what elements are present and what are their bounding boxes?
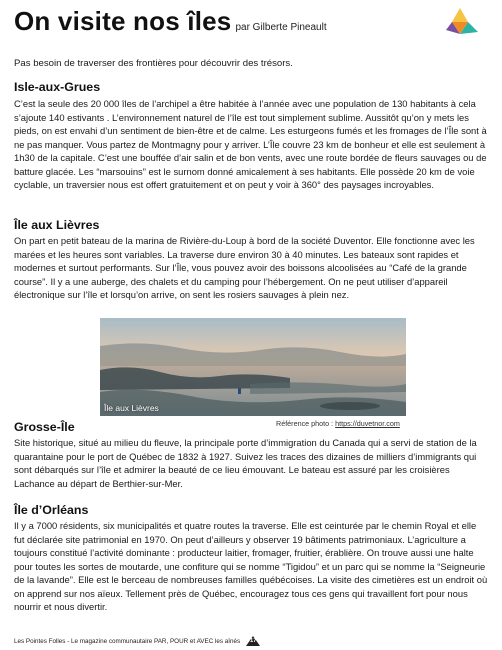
photo-credit-link[interactable]: https://duvetnor.com [335, 419, 400, 428]
section-body-grosse-ile: Site historique, situé au milieu du fleuve, la principale porte d’immigration du Canada qui a servi de station de la quarantaine pour le port de Québec de 1832 à 1927. Suivez les traces des dizaines de milliers d’immigrants qui sont débarqués sur l’île et admirer la beauté de ce lieu émouvant. Le bateau est assuré par les croisières Lachance au départ de Berthier-sur-Mer. [14, 437, 477, 489]
article-header [14, 6, 327, 37]
section-title-grosse-ile: Grosse-Île [14, 420, 75, 434]
section-body-isle-aux-grues: C’est la seule des 20 000 îles de l’archipel a être habitée à l’année avec une population de 130 habitants à cela s’ajoute 140 estivants . L’environnement naturel de l’île est tout simplement sublime. Aussitôt qu’on y mets les pieds, on est envahi d’un sentiment de bien-être et de calme. Les esturgeons fumés et les fromages de l’Île sont à ne pas manquer. Vous partez de Montmagny pour y arriver. L’Île couvre 23 km de bonheur et elle est seulement à 1h30 de la capitale. C’est une bouffée d’air salin et de bon vents, avec une route bordée de fleurs sauvages ou de batture glacée. Les “marsouins” est le surnom donné amicalement à ses habitants. Elle possède 20 km de voie cyclable, un traversier nous est offert gratuitement et on peut y voir à 360° des paysages incroyables. [14, 98, 487, 190]
page-number: 17 [249, 638, 257, 644]
magazine-logo-icon [446, 6, 480, 36]
article-intro: Pas besoin de traverser des frontières pour découvrir des trésors. [14, 58, 293, 69]
photo-credit [276, 419, 400, 428]
photo-caption: Île aux Lièvres [104, 403, 159, 413]
footer-text: Les Pointes Folles - Le magazine communautaire PAR, POUR et AVEC les aînés [14, 637, 241, 645]
section-body-ile-aux-lievres: On part en petit bateau de la marina de Rivière-du-Loup à bord de la société Duventor. Elle fonctionne avec les marées et les heures sont variables. La traverse dure environ 30 à 40 minutes. Les bateaux sont rapides et modernes et surtout performants. Sur l’Île, vous pouvez avoir des boissons alcoolisées au “Café de la grande course”. Il y a une auberge, des chalets et du camping pour l’hébergement. On ne peut utiliser d’appareil électronique sur l’île et lorsqu’on arrive, on sent les rosiers sauvages à plein nez. [14, 235, 475, 300]
section-title-ile-aux-lievres: Île aux Lièvres [14, 218, 100, 232]
page-number-badge [246, 636, 260, 646]
section-title-ile-d-orleans: Île d’Orléans [14, 503, 89, 517]
island-photo [100, 318, 406, 416]
article-byline: par Gilberte Pineault [235, 22, 327, 33]
article-title: On visite nos îles [14, 6, 232, 36]
photo-credit-label: Référence photo : [276, 419, 336, 428]
section-title-isle-aux-grues: Isle-aux-Grues [14, 80, 101, 94]
section-body-ile-d-orleans: Il y a 7000 résidents, six municipalités et quatre routes la traverse. Elle est ceinturée par le chemin Royal et elle fut déclarée site patrimonial en 1970. On peut d’ailleurs y observer 19 bâtiments patrimoniaux. L’agriculture a toujours constitué l’activité dominante : producteur laitier, fromager, fruitier, érablière. On trouve aussi une halte pour toutes les sortes de moutarde, une confiture qui se nomme “Tigidou” et un parc qui se nomme la “Seigneurie de la lavande”. Elle est le berceau de nombreuses familles québécoises. La visite des cimetières est un endroit où on apprend sur nos aïeux. Tellement près de Québec, encouragez tous ces gens qui travaillent fort pour nous nourrir et nous divertir. [14, 520, 488, 612]
page-footer [14, 636, 260, 646]
